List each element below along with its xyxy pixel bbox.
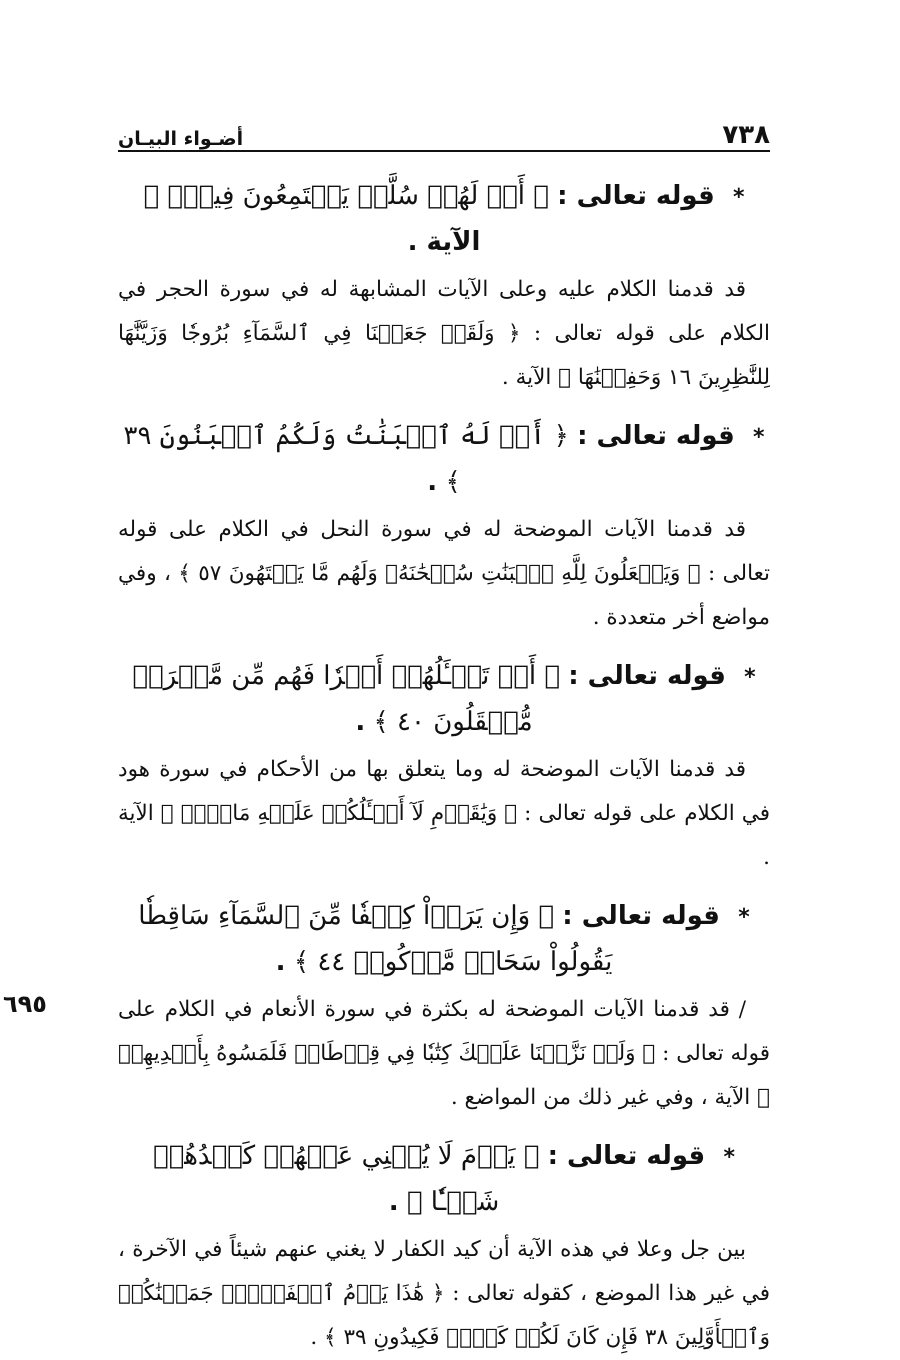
star-bullet: *	[723, 1145, 735, 1170]
heading-tail: .	[275, 947, 286, 977]
section-heading	[118, 654, 770, 744]
star-bullet: *	[744, 665, 756, 690]
heading-lead: قوله تعالى :	[557, 181, 715, 211]
quran-verse: ﴿ أَمۡ لَهُمۡ سُلَّمٞ يَسۡتَمِعُونَ فِيهِۖ ﴾	[143, 181, 549, 211]
heading-lead: قوله تعالى :	[547, 1141, 706, 1171]
star-bullet: *	[753, 425, 765, 450]
quran-verse: ﴿ أَمۡ تَسۡـَٔلُهُمۡ أَجۡرٗا فَهُم مِّن مَّغۡرَمٖ مُّثۡقَلُونَ ٤٠ ﴾	[132, 661, 560, 737]
heading-tail: .	[427, 467, 438, 497]
star-bullet: *	[733, 185, 745, 210]
heading-tail: الآية .	[407, 227, 481, 257]
page-number: ٧٣٨	[722, 120, 770, 150]
section-heading	[118, 174, 770, 264]
quran-verse: ﴿ أَمۡ لَهُ ٱلۡبَنَٰتُ وَلَكُمُ ٱلۡبَنُونَ ٣٩ ﴾	[123, 421, 569, 497]
running-title: أضـواء البيـان	[118, 128, 244, 150]
quran-verse: ﴿ وَإِن يَرَوۡاْ كِسۡفٗا مِّنَ ٱلسَّمَآءِ سَاقِطٗا يَقُولُواْ سَحَابٞ مَّرۡكُومٞ ٤٤ ﴾	[138, 901, 613, 977]
margin-page-note: ٦٩٥	[3, 990, 47, 1018]
section-paragraph: / قد قدمنا الآيات الموضحة له بكثرة في سورة الأنعام في الكلام على قوله تعالى : ﴿ وَلَوۡ نَزَّلۡنَا عَلَيۡكَ كِتَٰبٗا فِي قِرۡطَاسٖ فَلَمَسُوهُ بِأَيۡدِيهِمۡ ﴾ الآية ، وفي غير ذلك من المواضع .	[118, 997, 770, 1110]
heading-tail: .	[355, 707, 366, 737]
heading-lead: قوله تعالى :	[577, 421, 735, 451]
section-heading	[118, 1134, 770, 1224]
paragraph-with-margin-note	[3, 988, 770, 1120]
section-paragraph: قد قدمنا الكلام عليه وعلى الآيات المشابهة له في سورة الحجر في الكلام على قوله تعالى : ﴿ وَلَقَدۡ جَعَلۡنَا فِي ٱلسَّمَآءِ بُرُوجٗا وَزَيَّنَّٰهَا لِلنَّٰظِرِينَ ١٦ وَحَفِظۡنَٰهَا ﴾ الآية .	[118, 277, 770, 390]
heading-tail: .	[388, 1187, 399, 1217]
quran-verse: ﴿ يَوۡمَ لَا يُغۡنِي عَنۡهُمۡ كَيۡدُهُمۡ شَيۡـٔٗا ﴾	[153, 1141, 540, 1217]
section-paragraph: قد قدمنا الآيات الموضحة له في سورة النحل في الكلام على قوله تعالى : ﴿ وَيَجۡعَلُونَ لِلَّهِ ٱلۡبَنَٰتِ سُبۡحَٰنَهُۥ وَلَهُم مَّا يَشۡتَهُونَ ٥٧ ﴾ ، وفي مواضع أخر متعددة .	[118, 517, 771, 630]
heading-lead: قوله تعالى :	[562, 901, 720, 931]
page	[3, 108, 771, 1360]
section-paragraph: بين جل وعلا في هذه الآية أن كيد الكفار لا يغني عنهم شيئاً في الآخرة ، في غير هذا الموضع ، كقوله تعالى : ﴿ هَٰذَا يَوۡمُ ٱلۡفَصۡلِۖ جَمَعۡنَٰكُمۡ وَٱلۡأَوَّلِينَ ٣٨ فَإِن كَانَ لَكُمۡ كَيۡدٞ فَكِيدُونِ ٣٩ ﴾ .	[118, 1237, 770, 1350]
heading-lead: قوله تعالى :	[568, 661, 726, 691]
section-paragraph: قد قدمنا الآيات الموضحة له وما يتعلق بها من الأحكام في سورة هود في الكلام على قوله تعالى : ﴿ وَيَٰقَوۡمِ لَآ أَسۡـَٔلُكُمۡ عَلَيۡهِ مَالًاۖ ﴾ الآية .	[118, 757, 770, 870]
section-heading	[118, 894, 770, 984]
star-bullet: *	[738, 905, 750, 930]
section-heading	[118, 414, 770, 504]
page-header	[118, 108, 770, 152]
